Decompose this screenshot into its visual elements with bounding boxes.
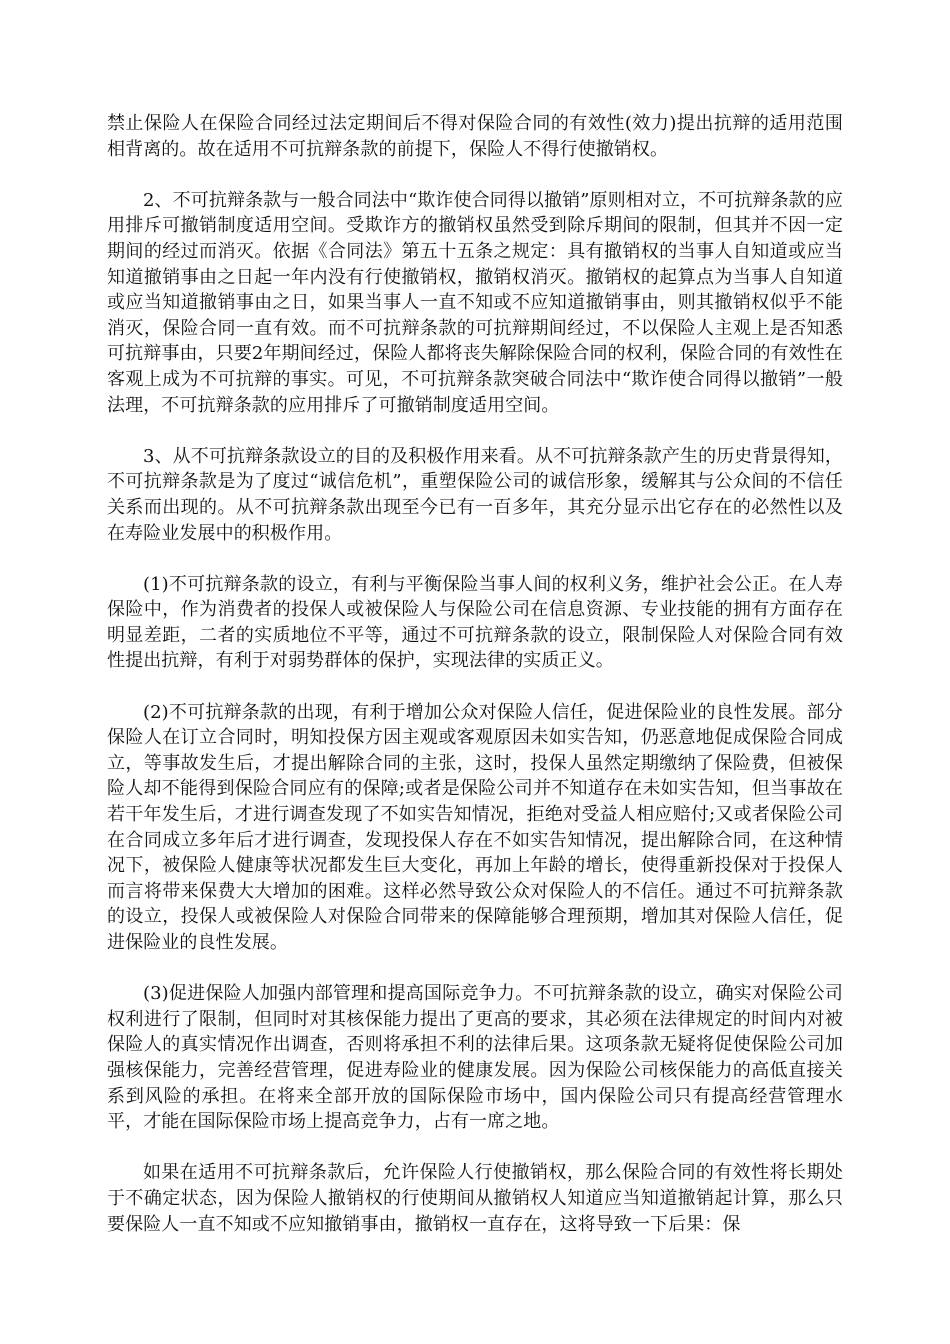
paragraph-point-3: 3、从不可抗辩条款设立的目的及积极作用来看。从不可抗辩条款产生的历史背景得知，不可抗辩条款是为了度过“诚信危机”，重塑保险公司的诚信形象，缓解其与公众间的不信任关系而出现的。从不可抗辩条款出现至今已有一百多年，其充分显示出它存在的必然性以及在寿险业发展中的积极作用。 bbox=[107, 445, 843, 544]
paragraph-point-2: 2、不可抗辩条款与一般合同法中“欺诈使合同得以撤销”原则相对立，不可抗辩条款的应用排斥可撤销制度适用空间。受欺诈方的撤销权虽然受到除斥期间的限制，但其并不因一定期间的经过而消灭。依据《合同法》第五十五条之规定：具有撤销权的当事人自知道或应当知道撤销事由之日起一年内没有行使撤销权，撤销权消灭。撤销权的起算点为当事人自知道或应当知道撤销事由之日，如果当事人一直不知或不应知道撤销事由，则其撤销权似乎不能消灭，保险合同一直有效。而不可抗辩条款的可抗辩期间经过，不以保险人主观上是否知悉可抗辩事由，只要2年期间经过，保险人都将丧失解除保险合同的权利，保险合同的有效性在客观上成为不可抗辩的事实。可见，不可抗辩条款突破合同法中“欺诈使合同得以撤销”一般法理，不可抗辩条款的应用排斥了可撤销制度适用空间。 bbox=[107, 189, 843, 416]
paragraph-conclusion: 如果在适用不可抗辩条款后，允许保险人行使撤销权，那么保险合同的有效性将长期处于不确定状态，因为保险人撤销权的行使期间从撤销权人知道应当知道撤销起计算，那么只要保险人一直不知或不应知撤销事由，撤销权一直存在，这将导致一下后果：保 bbox=[107, 1162, 843, 1235]
paragraph-subpoint-1: (1)不可抗辩条款的设立，有利与平衡保险当事人间的权利义务，维护社会公正。在人寿保险中，作为消费者的投保人或被保险人与保险公司在信息资源、专业技能的拥有方面存在明显差距，二者的实质地位不平等，通过不可抗辩条款的设立，限制保险人对保险合同有效性提出抗辩，有利于对弱势群体的保护，实现法律的实质正义。 bbox=[107, 573, 843, 672]
paragraph-subpoint-3: (3)促进保险人加强内部管理和提高国际竞争力。不可抗辩条款的设立，确实对保险公司权利进行了限制，但同时对其核保能力提出了更高的要求，其必须在法律规定的时间内对被保险人的真实情况作出调查，否则将承担不利的法律后果。这项条款无疑将促使保险公司加强核保能力，完善经营管理，促进寿险业的健康发展。因为保险公司核保能力的高低直接关系到风险的承担。在将来全部开放的国际保险市场中，国内保险公司只有提高经营管理水平，才能在国际保险市场上提高竞争力，占有一席之地。 bbox=[107, 983, 843, 1133]
paragraph-continuation: 禁止保险人在保险合同经过法定期间后不得对保险合同的有效性(效力)提出抗辩的适用范围相背离的。故在适用不可抗辩条款的前提下，保险人不得行使撤销权。 bbox=[107, 113, 843, 160]
document-body bbox=[107, 111, 843, 1263]
paragraph-subpoint-2: (2)不可抗辩条款的出现，有利于增加公众对保险人信任，促进保险业的良性发展。部分保险人在订立合同时，明知投保方因主观或客观原因未如实告知，仍恶意地促成保险合同成立，等事故发生后，才提出解除合同的主张，这时，投保人虽然定期缴纳了保险费，但被保险人却不能得到保险合同应有的保障;或者是保险公司并不知道存在未如实告知，但当事故在若干年发生后，才进行调查发现了不如实告知情况，拒绝对受益人相应赔付;又或者保险公司在合同成立多年后才进行调查，发现投保人存在不如实告知情况，提出解除合同，在这种情况下，被保险人健康等状况都发生巨大变化，再加上年龄的增长，使得重新投保对于投保人而言将带来保费大大增加的困难。这样必然导致公众对保险人的不信任。通过不可抗辩条款的设立，投保人或被保险人对保险合同带来的保障能够合理预期，增加其对保险人信任，促进保险业的良性发展。 bbox=[107, 701, 843, 953]
